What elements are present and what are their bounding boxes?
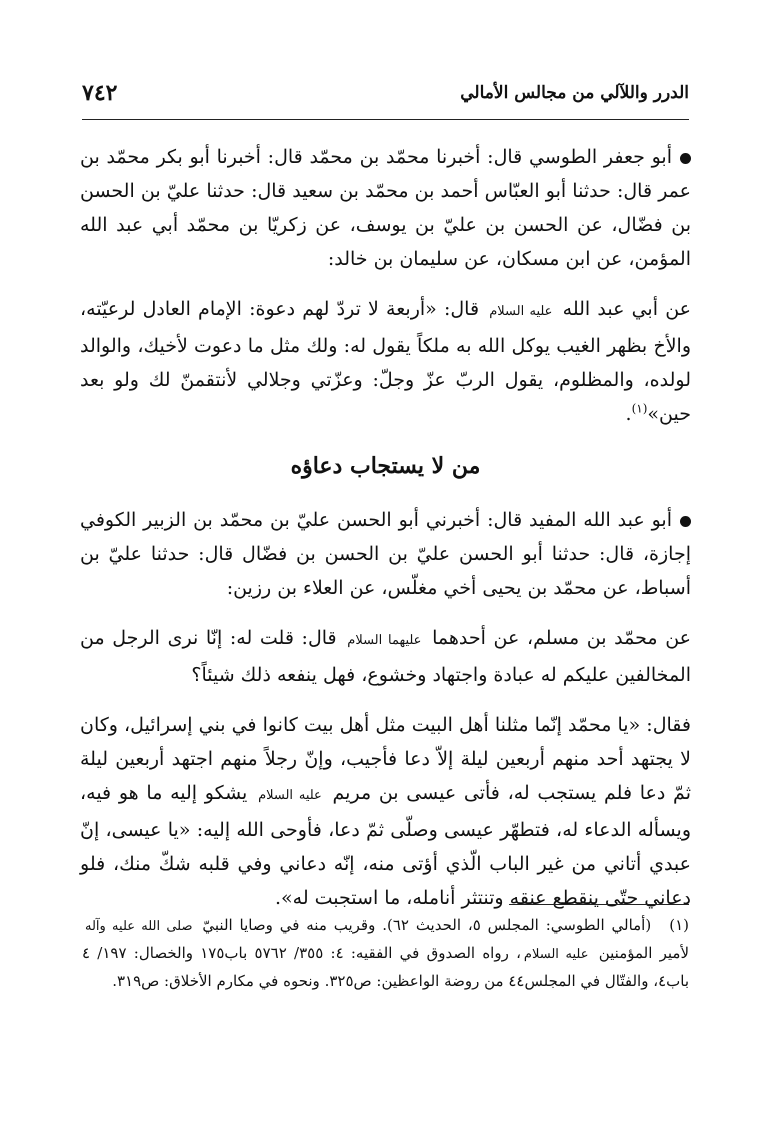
paragraph-isnad-1 bbox=[80, 140, 691, 276]
answer-text-a: فقال: «يا محمّد إنّما مثلنا أهل البيت مثل أهل بيت كانوا في بني إسرائيل، وكان لا يجتهد أحد منهم أربعين ليلة إلاّ دعا فأجيب، وإنّ رجلاً منهم اجتهد أربعين ليلة ثمّ دعا فلم يستجب له، فأتى عيسى بن مريم bbox=[80, 714, 691, 804]
footnote-divider bbox=[509, 904, 689, 905]
main-text bbox=[80, 140, 691, 915]
paragraph-gap bbox=[80, 605, 691, 621]
footnote-1-text-b: لأمير المؤمنين bbox=[598, 944, 690, 962]
honorific-glyph: عليه السلام bbox=[258, 788, 322, 803]
question-text: قال: قلت له: إنّا نرى الرجل من المخالفين عليكم له عبادة واجتهاد وخشوع، فهل ينفعه ذلك شيئاً؟ bbox=[80, 627, 691, 686]
hadith-1-intro: عن أبي عبد الله bbox=[562, 298, 691, 320]
running-title: الدرر واللآلي من مجالس الأمالي bbox=[460, 83, 689, 103]
footnote-1-text-c: ، رواه الصدوق في الفقيه: ٤: ٣٥٥/ ٥٧٦٢ باب١٧٥ والخصال: ١٩٧/ ٤ باب٤، والفتّال في المجلس٤٤ من روضة الواعظين: ص٣٢٥. ونحوه في مكارم الأخلاق: ص٣١٩. bbox=[82, 944, 689, 990]
bullet-icon bbox=[680, 153, 691, 164]
page-number: ٧٤٢ bbox=[82, 80, 118, 106]
honorific-glyph: عليه السلام bbox=[523, 947, 589, 962]
question-intro: عن محمّد بن مسلم، عن أحدهما bbox=[432, 627, 692, 649]
honorific-dual-glyph: عليهما السلام bbox=[347, 633, 422, 648]
bullet-icon bbox=[680, 516, 691, 527]
footnote-ref[interactable]: (١) bbox=[631, 401, 648, 416]
answer-text-b: يشكو إليه ما هو فيه، ويسأله الدعاء له، فتطهّر عيسى وصلّى ثمّ دعا، فأوحى الله إليه: «يا عيسى، إنّ عبدي أتاني من غير الباب الّذي أؤتى منه، إنّه دعاني وفي قلبه شكّ منك، فلو دعاني حتّى ينقطع عنقه وتنتثر أنامله، ما استجبت له». bbox=[80, 782, 691, 909]
page-header bbox=[82, 76, 689, 110]
isnad-2-text: أبو عبد الله المفيد قال: أخبرني أبو الحسن عليّ بن محمّد بن الزبير الكوفي إجازة، قال: حدثنا أبو الحسن عليّ بن الحسن بن فضّال قال: حدثنا عليّ بن أسباط، عن محمّد بن يحيى أخي مغلّس، عن العلاء بن رزين: bbox=[80, 509, 691, 599]
honorific-prophet-glyph: صلى الله عليه وآله bbox=[85, 919, 193, 934]
paragraph-isnad-2 bbox=[80, 503, 691, 605]
paragraph-question bbox=[80, 621, 691, 692]
footnote-1 bbox=[82, 912, 689, 994]
header-divider bbox=[82, 119, 689, 120]
honorific-glyph: عليه السلام bbox=[489, 304, 553, 319]
footnote-1-text-a: (أمالي الطوسي: المجلس ٥، الحديث ٦٢). وقريب منه في وصايا النبيّ bbox=[202, 916, 652, 934]
paragraph-gap bbox=[80, 276, 691, 292]
footnotes bbox=[82, 912, 689, 994]
paragraph-answer bbox=[80, 708, 691, 915]
footnote-number: (١) bbox=[669, 916, 689, 934]
section-heading: من لا يستجاب دعاؤه bbox=[290, 453, 481, 479]
hadith-1-text: قال: «أربعة لا تردّ لهم دعوة: الإمام العادل لرعيّته، والأخ بظهر الغيب يوكل الله به ملكاً يقول له: ولك مثل ما دعوت لأخيك، والوالد لولده، والمظلوم، يقول الربّ عزّ وجلّ: وعزّتي وجلالي لأنتقمنّ لك ولو بعد حين» bbox=[80, 298, 691, 425]
paragraph-gap bbox=[80, 692, 691, 708]
isnad-1-text: أبو جعفر الطوسي قال: أخبرنا محمّد بن محمّد قال: أخبرنا أبو بكر محمّد بن عمر قال: حدثنا أبو العبّاس أحمد بن محمّد بن سعيد قال: حدثنا عليّ بن الحسن بن فضّال، عن الحسن بن عليّ بن يوسف، عن زكريّا بن محمّد أبي عبد الله المؤمن، عن ابن مسكان، عن سليمان بن خالد: bbox=[80, 146, 691, 270]
paragraph-hadith-1: عن أبي عبد الله عليه السلام قال: «أربعة لا تردّ لهم دعوة: الإمام العادل لرعيّته، والأخ بظهر الغيب يوكل الله به ملكاً يقول له: ولك مثل ما دعوت لأخيك، والوالد لولده، والمظلوم، يقول الربّ عزّ وجلّ: وعزّتي وجلالي لأنتقمنّ لك ولو بعد حين»$^{(١)}$. bbox=[80, 298, 691, 425]
